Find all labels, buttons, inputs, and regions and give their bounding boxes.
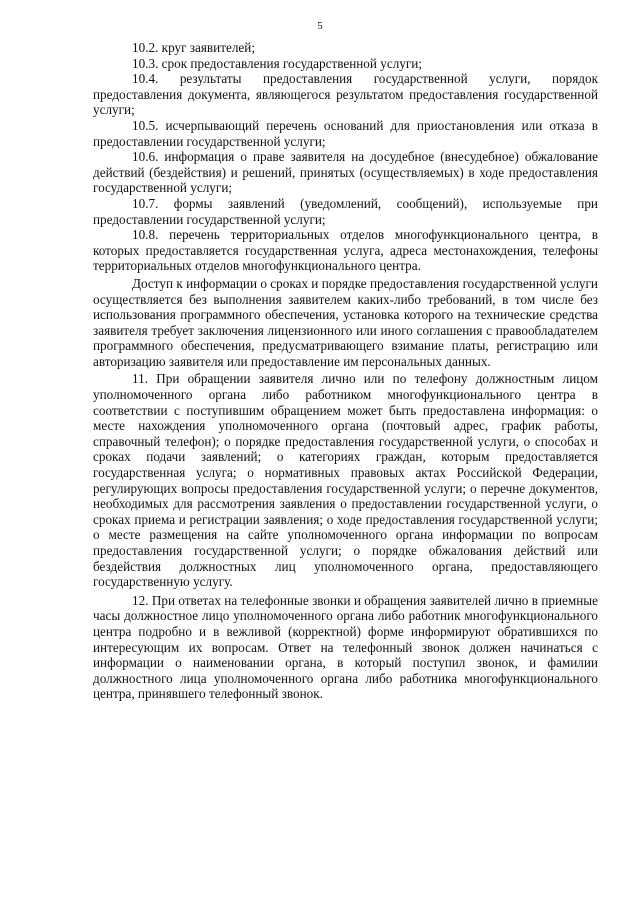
list-item-10-6: 10.6. информация о праве заявителя на досудебное (внесудебное) обжалование действий (бездействия) и решений, принятых (осуществляемых) в ходе предоставления государственной услуги; [93,149,598,196]
paragraph-information-access: Доступ к информации о сроках и порядке предоставления государственной услуги осуществляется без выполнения заявителем каких-либо требований, в том числе без использования программного обеспечения, установка которого на технические средства заявителя требует заключения лицензионного или иного соглашения с правообладателем программного обеспечения, предусматривающего взимание платы, регистрацию или авторизацию заявителя или предоставление им персональных данных. [93,275,598,369]
paragraph-11: 11. При обращении заявителя лично или по телефону должностным лицом уполномоченного органа либо работником многофункционального центра в соответствии с поступившим обращением может быть предоставлена информация: о месте нахождения уполномоченного органа (почтовый адрес, график работы, справочный телефон); о порядке предоставления государственной услуги, о способах и сроках подачи заявлений; о категориях граждан, которым предоставляется государственная услуга; о нормативных правовых актах Российской Федерации, регулирующих вопросы предоставления государственной услуги; о перечне документов, необходимых для рассмотрения заявления о предоставлении государственной услуги, о сроках приема и регистрации заявления; о ходе предоставления государственной услуги; о месте размещения на сайте уполномоченного органа информации по вопросам предоставления государственной услуги; о порядке обжалования действий или бездействия должностных лиц уполномоченного органа, предоставляющего государственную услугу. [93,371,598,590]
paragraph-12: 12. При ответах на телефонные звонки и обращения заявителей лично в приемные часы должностное лицо уполномоченного органа либо работник многофункционального центра подробно и в вежливой (корректной) форме информируют обратившихся по интересующим их вопросам. Ответ на телефонный звонок должен начинаться с информации о наименовании органа, в который поступил звонок, и фамилии должностного лица уполномоченного органа либо работника многофункционального центра, принявшего телефонный звонок. [93,592,598,702]
list-item-10-4: 10.4. результаты предоставления государственной услуги, порядок предоставления документа, являющегося результатом предоставления государственной услуги; [93,71,598,118]
list-item-10-5: 10.5. исчерпывающий перечень оснований для приостановления или отказа в предоставлении государственной услуги; [93,117,598,149]
page-number: 5 [317,20,323,32]
list-item-10-3: 10.3. срок предоставления государственной услуги; [132,55,423,71]
list-item-10-8: 10.8. перечень территориальных отделов многофункционального центра, в которых предоставляется государственная услуга, адреса местонахождения, телефоны территориальных отделов многофункционального центра. [93,227,598,274]
list-item-10-7: 10.7. формы заявлений (уведомлений, сообщений), используемые при предоставлении государственной услуги; [93,195,598,227]
list-item-10-2: 10.2. круг заявителей; [132,40,255,55]
document-body [93,40,598,702]
